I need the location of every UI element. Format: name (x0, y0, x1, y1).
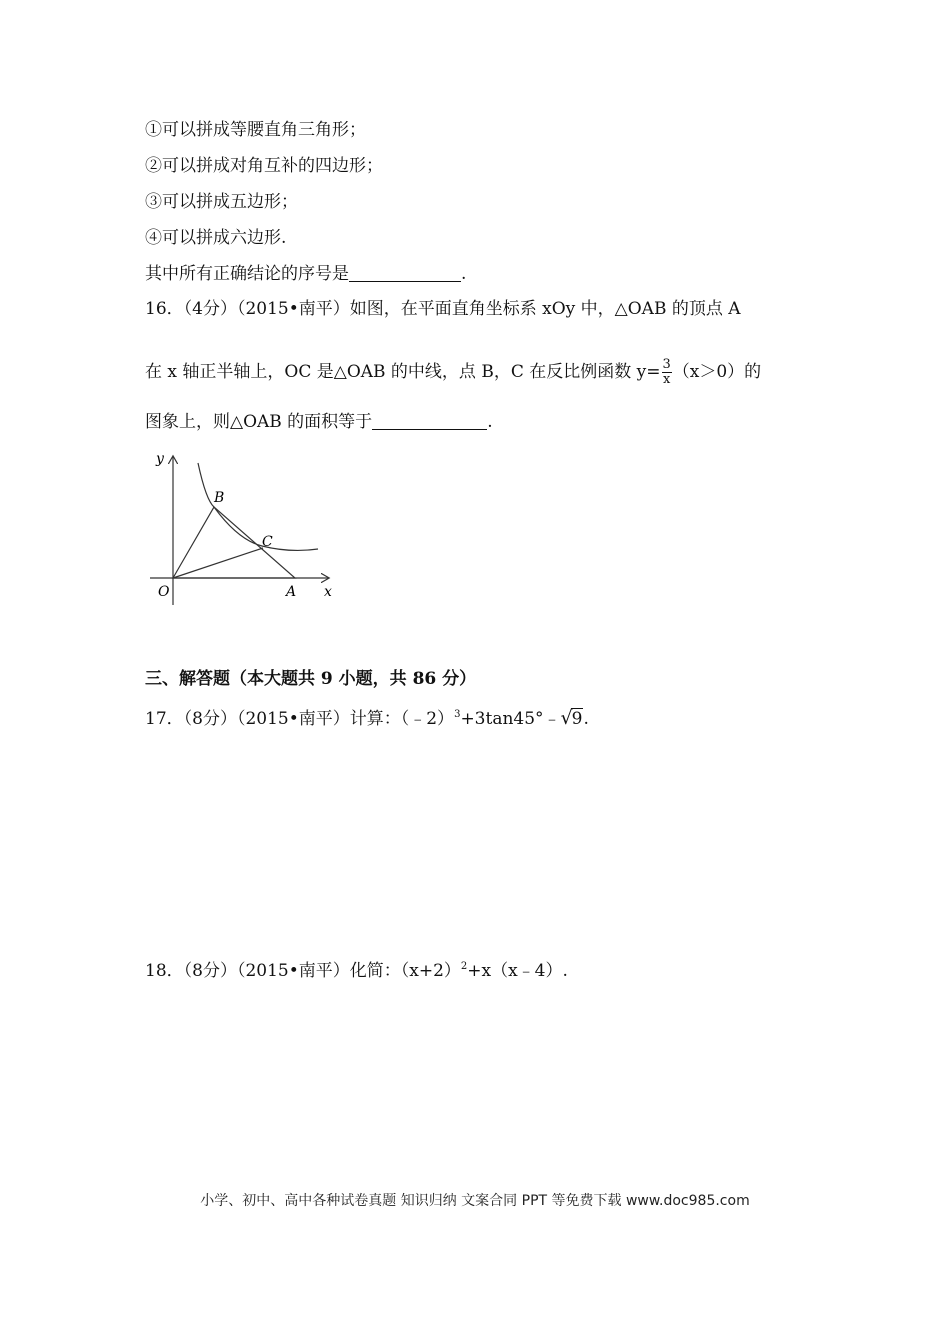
sqrt-radicand: 9 (571, 709, 583, 729)
page-footer: 小学、初中、高中各种试卷真题 知识归纳 文案合同 PPT 等免费下载 www.doc985.com (200, 1193, 750, 1209)
q18-exponent: 2 (460, 961, 468, 972)
label-b: B (214, 490, 225, 506)
q15-answer-blank[interactable] (349, 263, 461, 282)
q16-line-2-post: （x＞0）的 (672, 362, 762, 382)
option-4: ④可以拼成六边形. (145, 228, 287, 248)
q16-line-2 (145, 358, 761, 387)
q16-line-3 (145, 410, 493, 434)
q17-exponent: 3 (454, 709, 461, 720)
section-3-heading: 三、解答题（本大题共 9 小题，共 86 分） (145, 669, 477, 689)
q17-pre: 17．（8分）（2015•南平）计算：（﹣2） (145, 709, 455, 729)
q17-end: . (583, 709, 589, 729)
option-3: ③可以拼成五边形； (145, 192, 298, 212)
q16-end: . (487, 412, 493, 432)
option-2: ②可以拼成对角互补的四边形； (145, 156, 383, 176)
q18-pre: 18．（8分）（2015•南平）化简：（x+2） (145, 961, 461, 981)
option-1: ①可以拼成等腰直角三角形； (145, 120, 366, 140)
median-oc (173, 548, 263, 578)
fraction-denominator: x (662, 372, 671, 387)
label-a: A (286, 584, 297, 600)
sqrt-nine: √9 (560, 707, 583, 729)
q18-line (145, 955, 568, 983)
inverse-function-fraction (662, 358, 672, 387)
q17-mid: +3tan45°﹣ (460, 709, 561, 729)
label-x: x (324, 584, 332, 600)
hyperbola-curve (198, 463, 318, 550)
label-y: y (156, 451, 164, 467)
triangle-oab (173, 507, 295, 578)
q15-end: . (461, 264, 467, 284)
label-c: C (262, 534, 273, 550)
q16-line-3-pre: 图象上，则△OAB 的面积等于 (145, 412, 373, 432)
q17-line (145, 703, 589, 731)
fraction-numerator: 3 (662, 357, 671, 372)
coordinate-figure (140, 445, 340, 610)
q16-answer-blank[interactable] (372, 411, 487, 430)
label-o: O (158, 584, 170, 600)
q16-line-2-pre: 在 x 轴正半轴上，OC 是△OAB 的中线，点 B，C 在反比例函数 y= (145, 362, 661, 382)
q15-prompt: 其中所有正确结论的序号是 (145, 264, 349, 284)
q16-line-1: 16．（4分）（2015•南平）如图，在平面直角坐标系 xOy 中，△OAB 的顶点 A (145, 299, 741, 319)
q18-post: +x（x﹣4）. (467, 961, 568, 981)
q15-answer-line (145, 262, 466, 286)
